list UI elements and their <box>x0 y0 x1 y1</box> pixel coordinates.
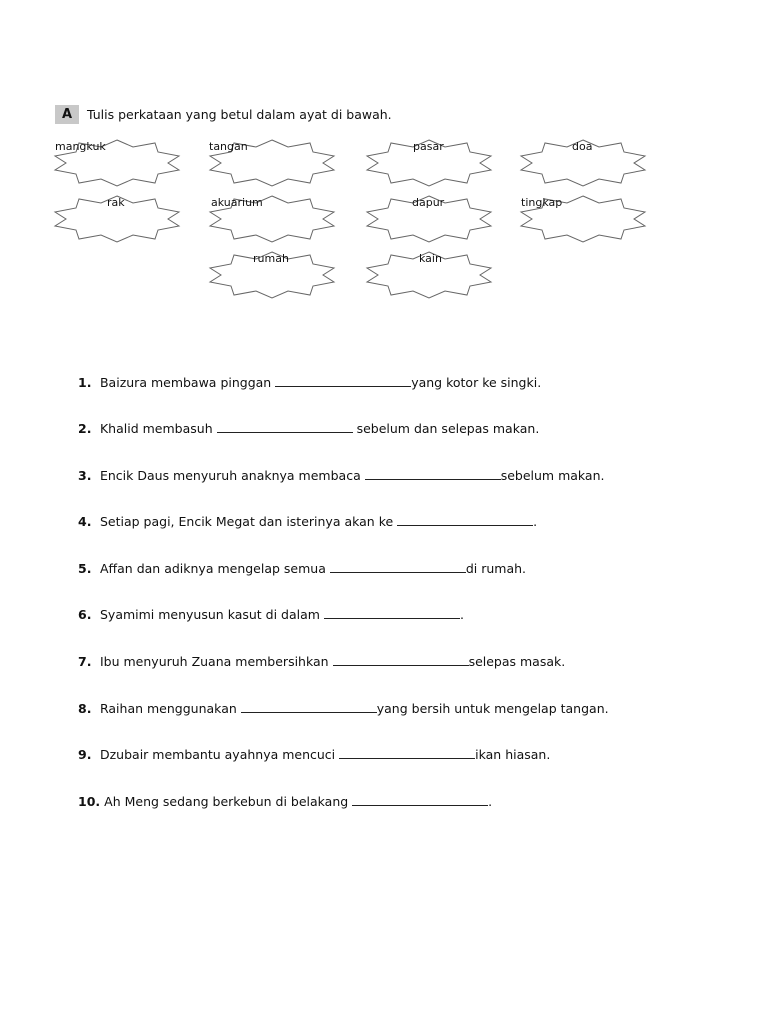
word-bank-item: akuarium <box>211 196 263 209</box>
instruction-text: Tulis perkataan yang betul dalam ayat di bawah. <box>87 107 392 122</box>
word-star <box>365 250 493 300</box>
question-1 <box>78 375 541 390</box>
question-text-before: Ah Meng sedang berkebun di belakang <box>104 794 353 809</box>
question-text-after: di rumah. <box>465 561 527 576</box>
question-text-before: Syamimi menyusun kasut di dalam <box>99 607 324 622</box>
question-text-after: . <box>533 514 538 529</box>
question-number: 10. <box>78 794 101 809</box>
question-text-before: Encik Daus menyuruh anaknya membaca <box>99 468 365 483</box>
question-text-after: ikan hiasan. <box>475 747 551 762</box>
word-star <box>519 194 647 244</box>
question-text-after: yang bersih untuk mengelap tangan. <box>376 701 609 716</box>
question-text-after: selepas masak. <box>468 654 566 669</box>
answer-blank[interactable] <box>397 514 533 526</box>
word-star <box>365 138 493 188</box>
word-star <box>53 194 181 244</box>
question-9 <box>78 747 550 762</box>
question-text-after: . <box>488 794 493 809</box>
question-text-before: Setiap pagi, Encik Megat dan isterinya akan ke <box>99 514 398 529</box>
answer-blank[interactable] <box>352 794 488 806</box>
word-bank-item: pasar <box>413 140 444 153</box>
answer-blank[interactable] <box>324 607 460 619</box>
question-3 <box>78 468 605 483</box>
question-number: 4. <box>78 514 92 529</box>
question-number: 1. <box>78 375 92 390</box>
word-star <box>53 138 181 188</box>
answer-blank[interactable] <box>275 375 411 387</box>
question-number: 6. <box>78 607 92 622</box>
question-10 <box>78 794 492 809</box>
word-bank-item: tangan <box>209 140 248 153</box>
answer-blank[interactable] <box>339 747 475 759</box>
question-text-after: . <box>459 607 464 622</box>
word-star <box>208 194 336 244</box>
word-star <box>519 138 647 188</box>
word-star <box>365 194 493 244</box>
word-star <box>208 138 336 188</box>
answer-blank[interactable] <box>333 654 469 666</box>
question-text-before: Baizura membawa pinggan <box>99 375 276 390</box>
answer-blank[interactable] <box>217 421 353 433</box>
word-bank-item: rak <box>107 196 125 209</box>
question-6 <box>78 607 464 622</box>
question-text-after: sebelum makan. <box>500 468 605 483</box>
question-number: 9. <box>78 747 92 762</box>
question-2 <box>78 421 539 436</box>
question-7 <box>78 654 565 669</box>
question-number: 8. <box>78 701 92 716</box>
question-text-after: sebelum dan selepas makan. <box>352 421 540 436</box>
word-bank-item: doa <box>572 140 593 153</box>
section-letter-badge: A <box>55 105 79 124</box>
question-8 <box>78 701 609 716</box>
question-number: 7. <box>78 654 92 669</box>
question-number: 2. <box>78 421 92 436</box>
question-number: 5. <box>78 561 92 576</box>
answer-blank[interactable] <box>365 468 501 480</box>
question-text-after: yang kotor ke singki. <box>411 375 542 390</box>
question-number: 3. <box>78 468 92 483</box>
word-bank-item: dapur <box>412 196 445 209</box>
question-5 <box>78 561 526 576</box>
word-bank-item: kain <box>419 252 442 265</box>
question-text-before: Ibu menyuruh Zuana membersihkan <box>99 654 333 669</box>
answer-blank[interactable] <box>330 561 466 573</box>
section-header <box>55 105 392 124</box>
word-bank-item: rumah <box>253 252 289 265</box>
question-text-before: Raihan menggunakan <box>99 701 241 716</box>
word-bank-item: mangkuk <box>55 140 106 153</box>
question-4 <box>78 514 537 529</box>
word-bank-item: tingkap <box>521 196 563 209</box>
answer-blank[interactable] <box>241 701 377 713</box>
question-text-before: Khalid membasuh <box>99 421 217 436</box>
word-star <box>208 250 336 300</box>
question-text-before: Affan dan adiknya mengelap semua <box>99 561 330 576</box>
question-text-before: Dzubair membantu ayahnya mencuci <box>99 747 340 762</box>
